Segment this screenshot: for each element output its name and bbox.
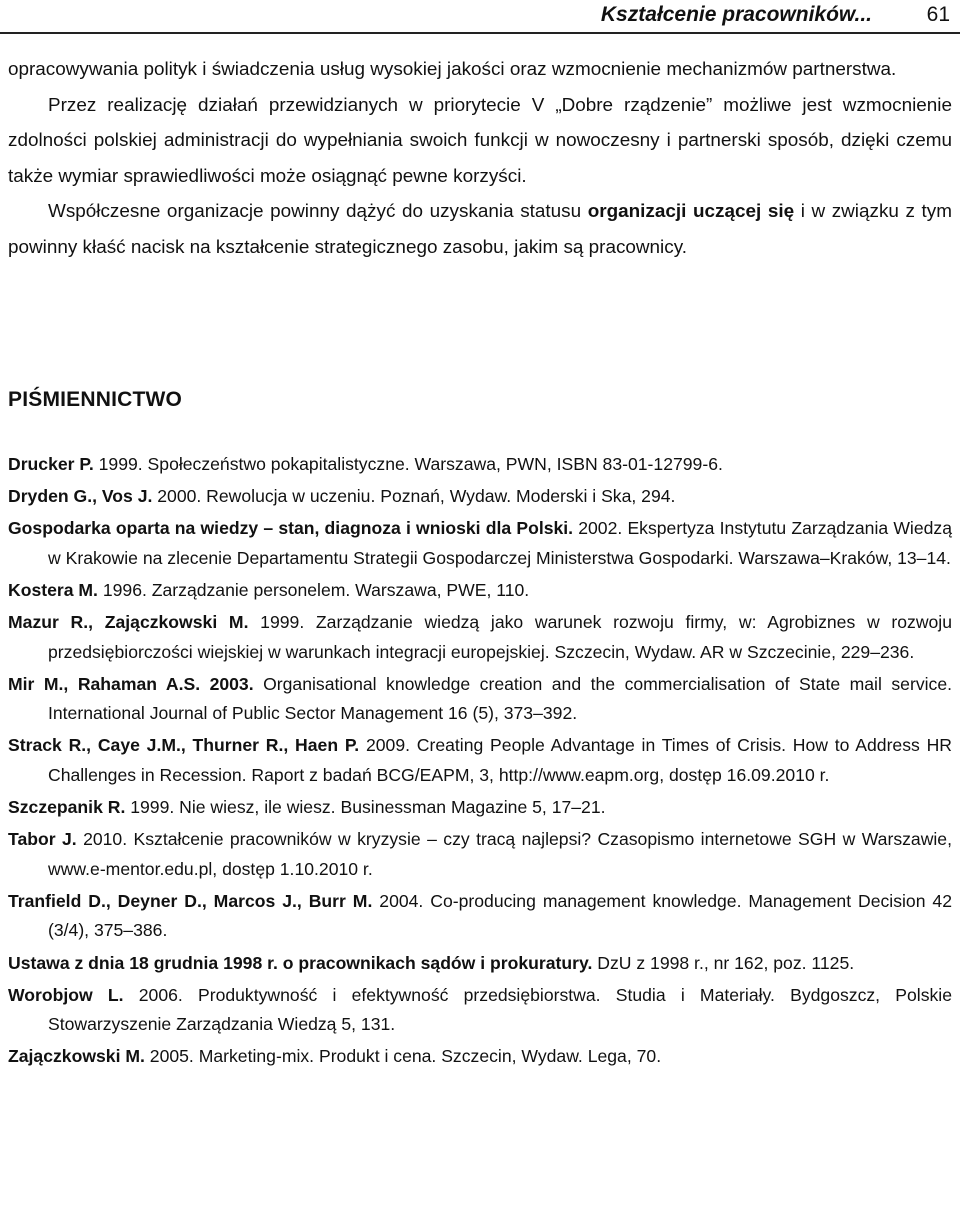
body-text — [8, 52, 952, 265]
reference-details: 2000. Rewolucja w uczeniu. Poznań, Wydaw. Moderski i Ska, 294. — [152, 486, 676, 507]
reference-authors: Tranfield D., Deyner D., Marcos J., Burr M. — [8, 890, 373, 911]
paragraph — [8, 194, 952, 265]
reference-details: 2009. Creating People Advantage in Times of Crisis. How to Address HR Challenges in Recession. Raport z badań BCG/EAPM, 3, http://www.eapm.org, dostęp 16.09.2010 r. — [48, 735, 952, 785]
reference-item — [8, 576, 952, 606]
reference-item — [8, 608, 952, 667]
reference-list — [8, 450, 952, 1074]
reference-details: 2006. Produktywność i efektywność przedsiębiorstwa. Studia i Materiały. Bydgoszcz, Polskie Stowarzyszenie Zarządzania Wiedzą 5, 131. — [48, 984, 952, 1035]
reference-item — [8, 887, 952, 946]
reference-authors: Kostera M. — [8, 579, 98, 600]
reference-item — [8, 1042, 952, 1072]
page-number: 61 — [926, 3, 950, 26]
running-header — [0, 0, 960, 34]
reference-details: 2005. Marketing-mix. Produkt i cena. Szczecin, Wydaw. Lega, 70. — [144, 1046, 662, 1067]
reference-authors: Dryden G., Vos J. — [8, 486, 153, 507]
reference-item — [8, 731, 952, 790]
reference-item — [8, 450, 952, 480]
emphasis-term: organizacji uczącej się — [587, 201, 795, 222]
reference-item — [8, 514, 952, 573]
reference-item — [8, 825, 952, 884]
reference-details: 2004. Co-producing management knowledge. Management Decision 42 (3/4), 375–386. — [48, 890, 952, 941]
section-heading: PIŚMIENNICTWO — [8, 388, 183, 411]
reference-authors: Mazur R., Zajączkowski M. — [8, 611, 249, 632]
reference-item — [8, 670, 952, 729]
reference-details: 1999. Nie wiesz, ile wiesz. Businessman Magazine 5, 17–21. — [125, 797, 606, 818]
reference-authors: Mir M., Rahaman A.S. 2003. — [8, 673, 254, 694]
reference-details: 1999. Społeczeństwo pokapitalistyczne. Warszawa, PWN, ISBN 83-01-12799-6. — [93, 454, 723, 474]
reference-item — [8, 949, 952, 979]
reference-details: 2010. Kształcenie pracowników w kryzysie – czy tracą najlepsi? Czasopismo internetowe SGH w Warszawie, www.e-mentor.edu.pl, dostęp 1.10.2010 r. — [48, 829, 952, 879]
reference-authors: Drucker P. — [8, 454, 94, 474]
reference-details: 1996. Zarządzanie personelem. Warszawa, PWE, 110. — [97, 579, 530, 600]
reference-authors: Worobjow L. — [8, 984, 124, 1005]
reference-details: Organisational knowledge creation and the commercialisation of State mail service. International Journal of Public Sector Management 16 (5), 373–392. — [48, 673, 952, 724]
reference-details: 2002. Ekspertyza Instytutu Zarządzania Wiedzą w Krakowie na zlecenie Departamentu Strategii Gospodarczej Ministerstwa Gospodarki. Warszawa–Kraków, 13–14. — [48, 518, 952, 568]
paragraph: opracowywania polityk i świadczenia usług wysokiej jakości oraz wzmocnienie mechanizmów partnerstwa. — [8, 59, 897, 80]
paragraph-text: i w związku z tym powinny kłaść nacisk na kształcenie strategicznego zasobu, jakim są pracownicy. — [8, 201, 952, 258]
reference-item — [8, 981, 952, 1040]
reference-authors: Tabor J. — [8, 829, 77, 850]
reference-authors: Strack R., Caye J.M., Thurner R., Haen P. — [8, 735, 360, 756]
reference-authors: Szczepanik R. — [8, 797, 126, 818]
running-title: Kształcenie pracowników... — [600, 3, 872, 26]
paragraph: Przez realizację działań przewidzianych w priorytecie V „Dobre rządzenie” możliwe jest wzmocnienie zdolności polskiej administracji do wypełniania swoich funkcji w nowoczesny i partnerski sposób, dzięki czemu także wymiar sprawiedliwości może osiągnąć pewne korzyści. — [8, 94, 952, 187]
reference-details: DzU z 1998 r., nr 162, poz. 1125. — [592, 952, 855, 973]
paragraph-text: Współczesne organizacje powinny dążyć do uzyskania statusu — [48, 201, 588, 222]
reference-authors: Ustawa z dnia 18 grudnia 1998 r. o pracownikach sądów i prokuratury. — [8, 952, 593, 973]
reference-authors: Zajączkowski M. — [8, 1046, 145, 1067]
reference-authors: Gospodarka oparta na wiedzy – stan, diagnoza i wnioski dla Polski. — [8, 518, 574, 539]
reference-item — [8, 482, 952, 512]
reference-item — [8, 793, 952, 823]
reference-details: 1999. Zarządzanie wiedzą jako warunek rozwoju firmy, w: Agrobiznes w rozwoju przedsiębiorczości wiejskiej w warunkach integracji europejskiej. Szczecin, Wydaw. AR w Szczecinie, 229–236. — [48, 611, 952, 662]
